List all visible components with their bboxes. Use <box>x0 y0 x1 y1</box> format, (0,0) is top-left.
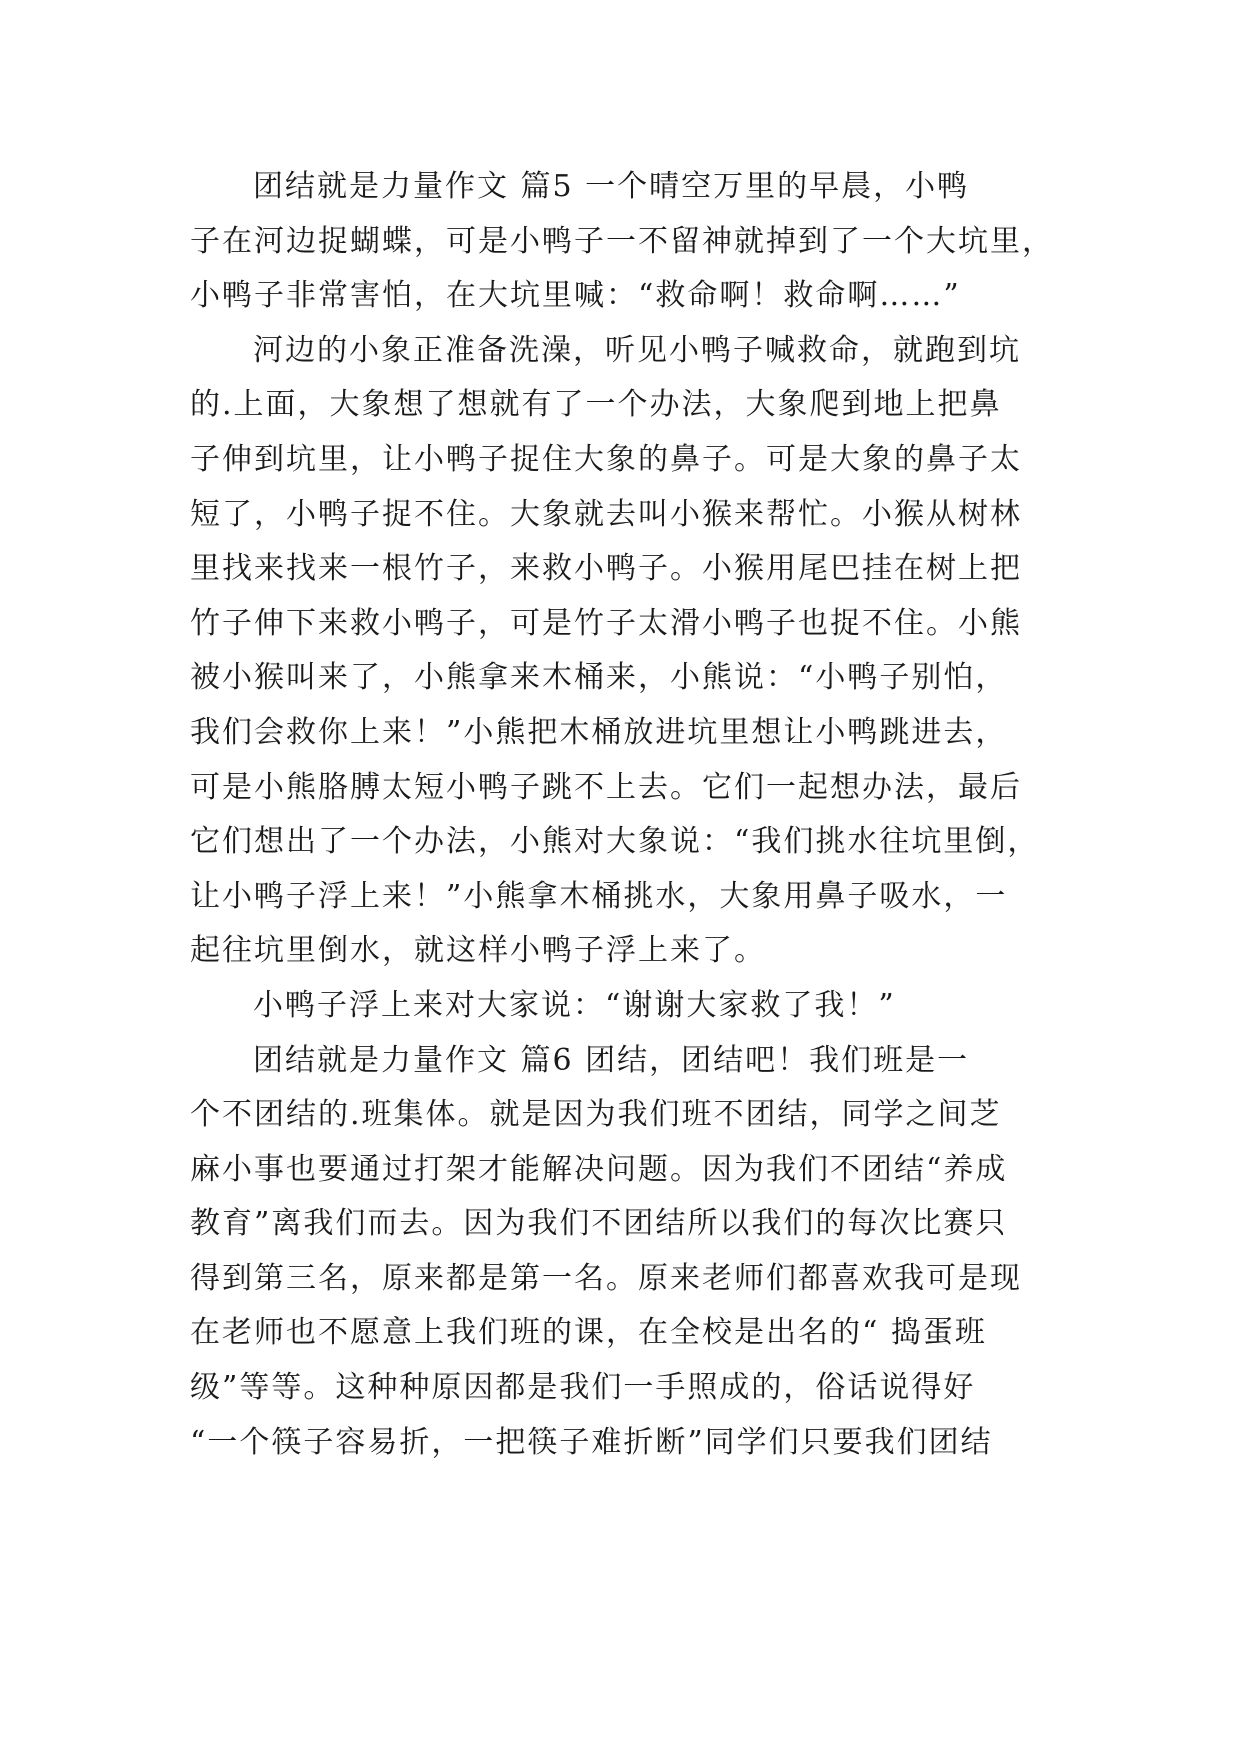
text-line: 被小猴叫来了，小熊拿来木桶来，小熊说：“小鸭子别怕， <box>190 660 1008 696</box>
text-line: 教育”离我们而去。因为我们不团结所以我们的每次比赛只 <box>190 1206 1008 1242</box>
text-line: 我们会救你上来！”小熊把木桶放进坑里想让小鸭跳进去， <box>190 714 1008 750</box>
text-line: 个不团结的.班集体。就是因为我们班不团结，同学之间芝 <box>190 1097 1002 1133</box>
text-line: 河边的小象正准备洗澡，听见小鸭子喊救命，就跑到坑 <box>253 332 1021 368</box>
essay-body <box>190 160 1090 1470</box>
text-line: 子在河边捉蝴蝶，可是小鸭子一不留神就掉到了一个大坑里， <box>190 223 1054 259</box>
text-line: 团结就是力量作文 篇5 一个晴空万里的早晨，小鸭 <box>253 169 970 204</box>
text-line: 级”等等。这种种原因都是我们一手照成的，俗话说得好 <box>190 1370 976 1406</box>
text-line: 的.上面，大象想了想就有了一个办法，大象爬到地上把鼻 <box>190 387 1002 423</box>
text-line: 可是小熊胳膊太短小鸭子跳不上去。它们一起想办法，最后 <box>190 769 1022 805</box>
text-line: 麻小事也要通过打架才能解决问题。因为我们不团结“养成 <box>190 1151 1008 1187</box>
text-line: 子伸到坑里，让小鸭子捉住大象的鼻子。可是大象的鼻子太 <box>190 441 1022 477</box>
text-line: 让小鸭子浮上来！”小熊拿木桶挑水，大象用鼻子吸水，一 <box>190 878 1008 914</box>
text-line: 得到第三名，原来都是第一名。原来老师们都喜欢我可是现 <box>190 1260 1022 1296</box>
text-line: 短了，小鸭子捉不住。大象就去叫小猴来帮忙。小猴从树林 <box>190 496 1022 532</box>
text-line: 里找来找来一根竹子，来救小鸭子。小猴用尾巴挂在树上把 <box>190 551 1022 587</box>
text-line: 它们想出了一个办法，小熊对大象说：“我们挑水往坑里倒， <box>190 824 1040 860</box>
text-line: 小鸭子浮上来对大家说：“谢谢大家救了我！” <box>253 987 896 1023</box>
text-line: 起往坑里倒水，就这样小鸭子浮上来了。 <box>190 933 766 969</box>
text-line: 团结就是力量作文 篇6 团结，团结吧！我们班是一 <box>253 1042 970 1078</box>
text-line: “一个筷子容易折，一把筷子难折断”同学们只要我们团结 <box>190 1424 993 1460</box>
text-line: 竹子伸下来救小鸭子，可是竹子太滑小鸭子也捉不住。小熊 <box>190 605 1022 641</box>
text-line: 在老师也不愿意上我们班的课，在全校是出名的“ 捣蛋班 <box>190 1315 987 1351</box>
text-line: 小鸭子非常害怕，在大坑里喊：“救命啊！救命啊……” <box>190 278 961 314</box>
